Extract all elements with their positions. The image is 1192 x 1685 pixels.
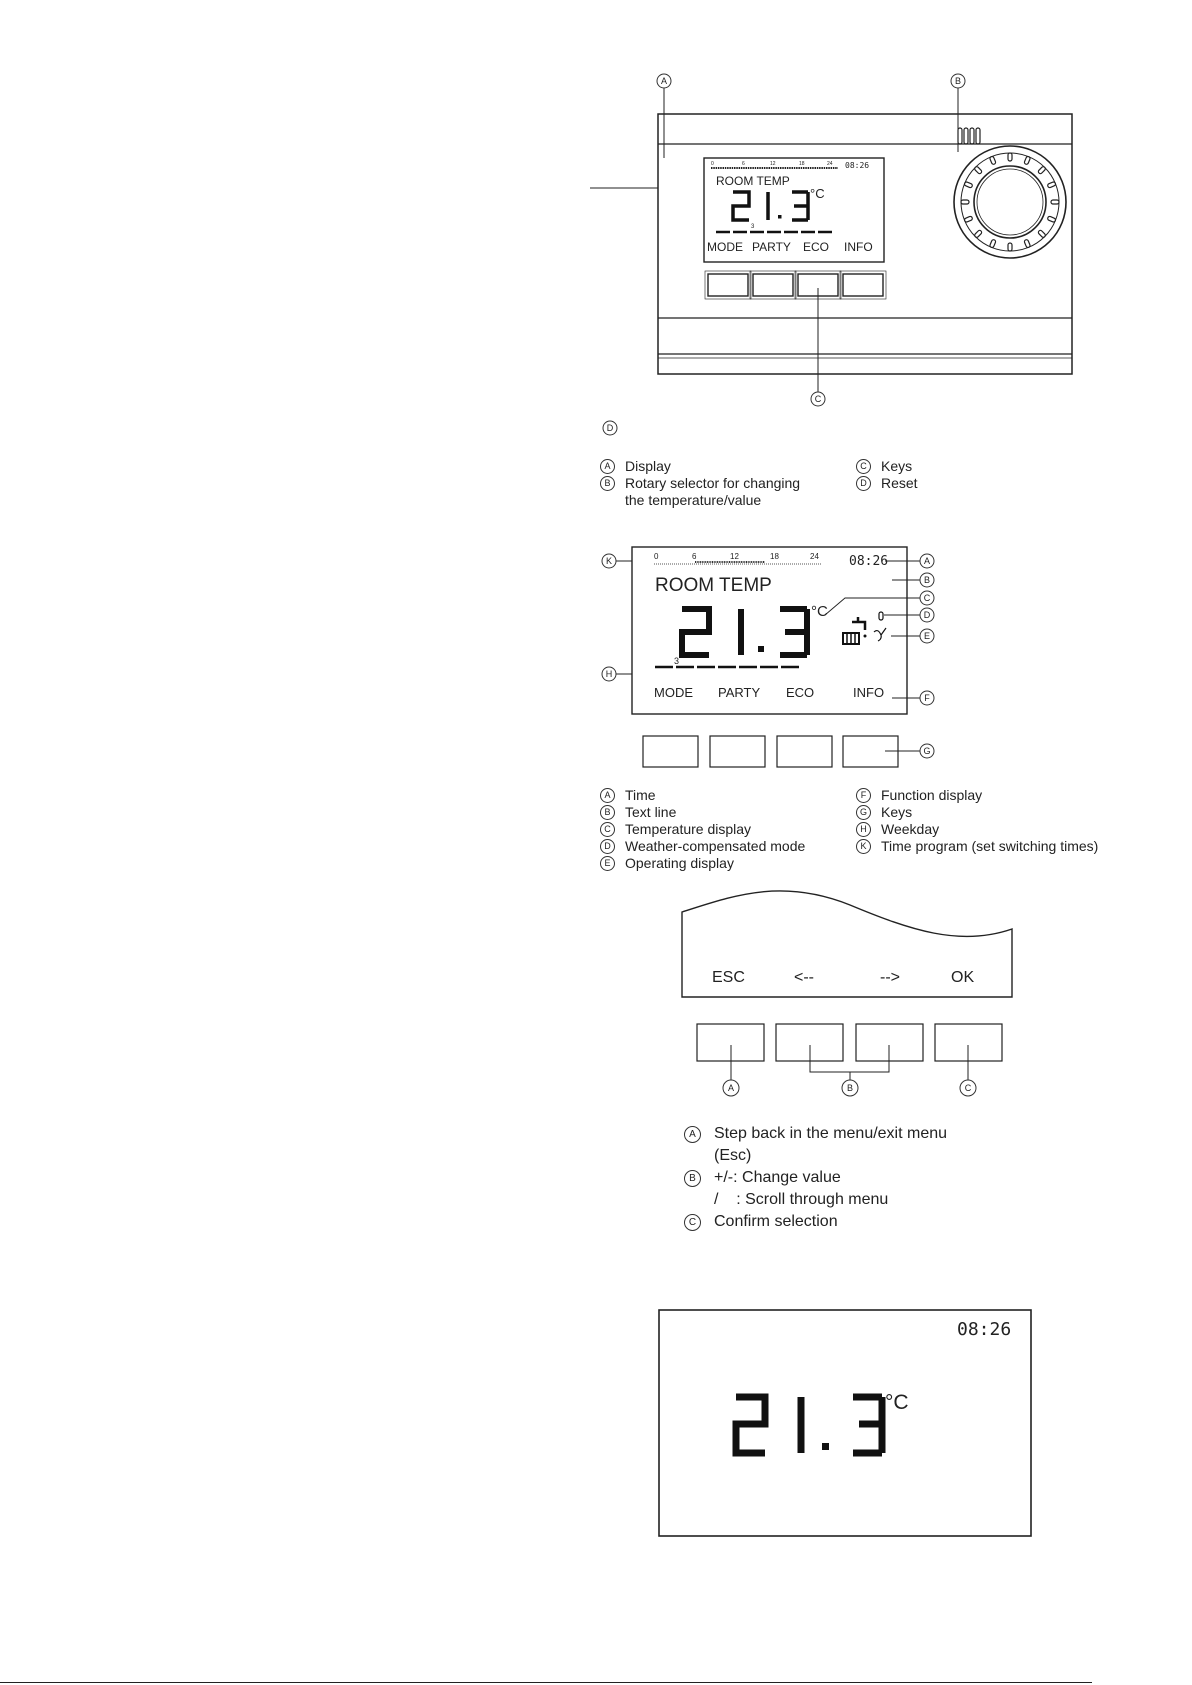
svg-text:0: 0 [654,552,659,561]
figure-display [595,540,950,775]
figure-basic-display [655,1306,1035,1540]
device-text-line: ROOM TEMP [716,174,790,188]
nav-callouts [723,1080,976,1096]
svg-text:<--: <-- [794,969,814,986]
legend-device-right: C Keys D Reset [856,458,1056,492]
svg-text:C: C [814,394,822,404]
svg-text:G: G [923,746,931,756]
svg-text:6: 6 [692,552,697,561]
svg-text:C: C [923,593,931,603]
svg-text:ECO: ECO [803,240,830,254]
svg-text:D: D [923,610,931,620]
svg-text:PARTY: PARTY [752,240,791,254]
display-temp-unit: °C [811,603,828,620]
svg-text:INFO: INFO [853,685,885,700]
callout-d [600,418,620,438]
display-text-line: ROOM TEMP [655,575,772,596]
legend-display-left: A Time B Text line C Temperature display D Weather-compensated mode E Operating display [600,787,830,872]
svg-text:ECO: ECO [786,685,815,700]
svg-text:ESC: ESC [712,969,745,986]
svg-text:A: A [660,76,668,86]
device-time: 08:26 [845,161,870,170]
page-bottom-rule [0,1682,1092,1683]
svg-text:12: 12 [770,161,776,167]
svg-text:18: 18 [770,552,779,561]
svg-text:H: H [605,669,613,679]
svg-text:B: B [846,1083,854,1093]
svg-text:6: 6 [742,161,745,167]
svg-text:24: 24 [827,161,833,167]
basic-display-temp-unit: °C [885,1391,909,1414]
display-weekday-mark: 3 [674,656,680,666]
rotary-selector[interactable] [954,146,1066,258]
svg-text:D: D [606,423,614,433]
legend-device-left: A Display B Rotary selector for changing the temperature/value [600,458,830,509]
legend-display-right: F Function display G Keys H Weekday K Time program (set switching times) [856,787,1096,855]
device-function-row [707,240,873,254]
svg-text:K: K [605,556,613,566]
svg-text:12: 12 [730,552,739,561]
svg-text:F: F [924,693,930,703]
svg-text:MODE: MODE [654,685,693,700]
figure-navigation [670,885,1020,1105]
svg-text:E: E [923,631,931,641]
svg-text:-->: --> [880,969,900,986]
svg-text:PARTY: PARTY [718,685,761,700]
figure-device [590,70,1110,440]
device-weekday-mark: 3 [751,224,755,230]
basic-display-time: 08:26 [957,1319,1012,1340]
svg-text:18: 18 [799,161,805,167]
svg-text:INFO: INFO [844,240,873,254]
display-keys[interactable] [643,736,898,767]
svg-text:0: 0 [711,161,714,167]
svg-text:B: B [923,575,931,585]
svg-text:MODE: MODE [707,240,743,254]
svg-text:A: A [727,1083,735,1093]
svg-text:OK: OK [951,969,975,986]
basic-display-frame [659,1310,1031,1536]
svg-text:A: A [923,556,931,566]
device-temp-unit: °C [810,186,825,201]
svg-text:B: B [954,76,962,86]
legend-navigation: A Step back in the menu/exit menu (Esc) B +/-: Change value / : Scroll through menu C Confirm selection [684,1123,984,1233]
svg-text:C: C [964,1083,972,1093]
display-time: 08:26 [849,554,889,569]
svg-text:24: 24 [810,552,819,561]
